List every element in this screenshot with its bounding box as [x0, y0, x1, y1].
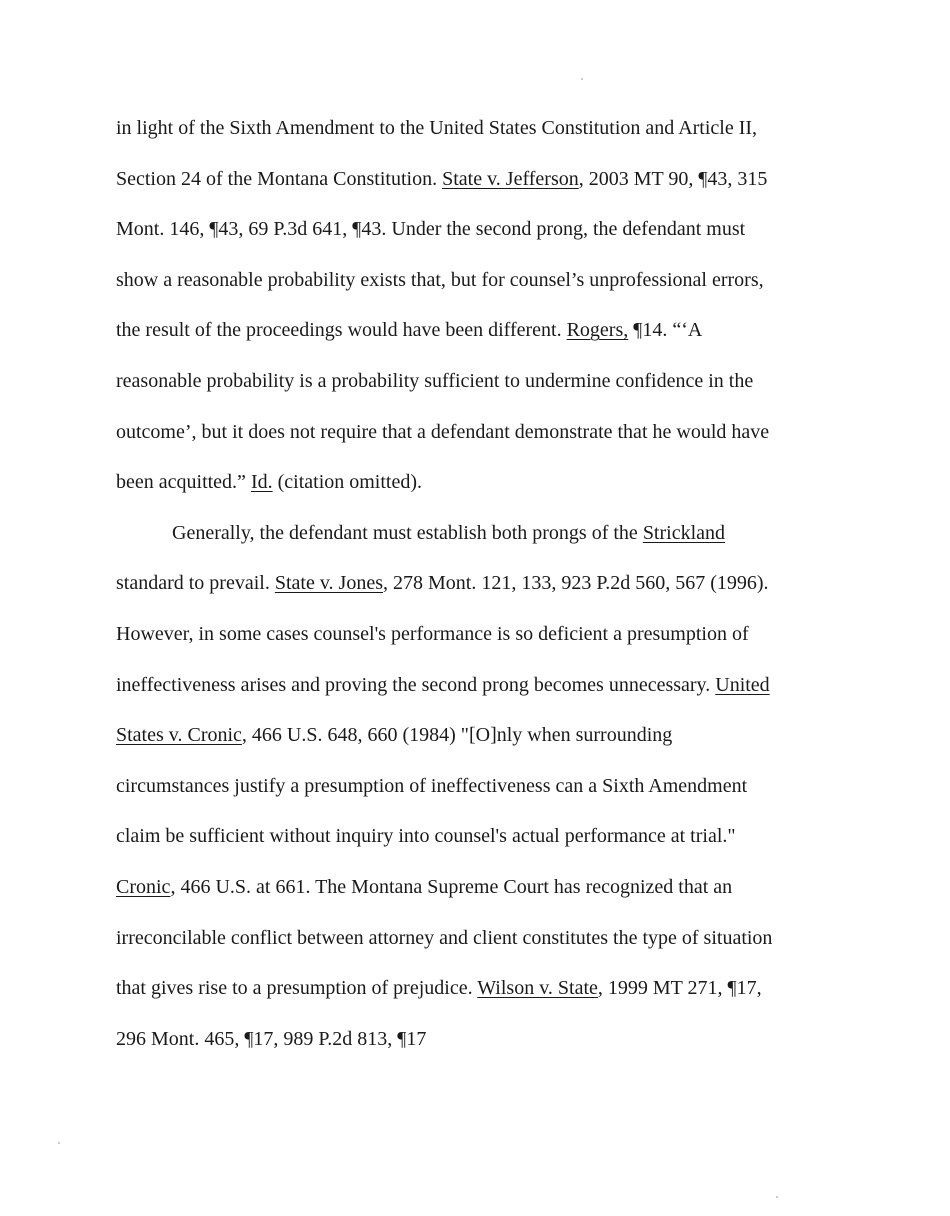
case-citation: Cronic [116, 876, 171, 898]
text-line [116, 1027, 426, 1051]
case-citation: State v. Jones [274, 572, 383, 594]
text-run: Mont. 146, ¶43, 69 P.3d 641, ¶43. Under the second prong, the defendant must [116, 218, 746, 240]
case-citation: Id. [250, 471, 273, 493]
text-line [116, 470, 422, 494]
text-run: that gives rise to a presumption of prejudice. [116, 977, 478, 999]
text-run: irreconcilable conflict between attorney and client constitutes the type of situation [116, 927, 773, 949]
text-run: (citation omitted). [272, 471, 423, 493]
text-run: However, in some cases counsel's performance is so deficient a presumption of [116, 623, 749, 645]
case-citation: Strickland [642, 522, 726, 544]
text-run: Section 24 of the Montana Constitution. [116, 168, 443, 190]
case-citation: Wilson v. State [477, 977, 598, 999]
text-line [116, 774, 747, 798]
text-line [116, 369, 753, 393]
text-run: outcome’, but it does not require that a defendant demonstrate that he would have [116, 421, 770, 443]
text-line [116, 217, 745, 241]
text-run: reasonable probability is a probability sufficient to undermine confidence in the [116, 370, 754, 392]
text-run: claim be sufficient without inquiry into counsel's actual performance at trial." [116, 825, 736, 847]
text-run: Generally, the defendant must establish both prongs of the [172, 522, 643, 544]
text-line [116, 976, 762, 1000]
scan-speck [776, 1196, 778, 1198]
text-line [172, 521, 725, 545]
scan-speck [581, 78, 583, 80]
text-line [116, 824, 736, 848]
text-run: ¶14. “‘A [628, 319, 703, 341]
text-run: , 466 U.S. at 661. The Montana Supreme Court has recognized that an [170, 876, 733, 898]
text-line [116, 723, 672, 747]
text-line [116, 167, 767, 191]
text-run: 296 Mont. 465, ¶17, 989 P.2d 813, ¶17 [116, 1028, 427, 1050]
scan-speck [58, 1142, 60, 1144]
case-citation: Rogers, [566, 319, 629, 341]
text-run: , 1999 MT 271, ¶17, [597, 977, 762, 999]
text-line [116, 673, 770, 697]
case-citation: State v. Jefferson [442, 168, 579, 190]
text-line [116, 875, 732, 899]
text-line [116, 420, 769, 444]
text-run: , 2003 MT 90, ¶43, 315 [578, 168, 768, 190]
text-run: , 466 U.S. 648, 660 (1984) "[O]nly when surrounding [241, 724, 673, 746]
case-citation: States v. Cronic [116, 724, 242, 746]
text-run: ineffectiveness arises and proving the second prong becomes unnecessary. [116, 674, 716, 696]
text-run: been acquitted.” [116, 471, 251, 493]
text-run: , 278 Mont. 121, 133, 923 P.2d 560, 567 (1996). [382, 572, 769, 594]
text-run: standard to prevail. [116, 572, 275, 594]
text-line [116, 926, 772, 950]
case-citation: United [715, 674, 770, 696]
text-run: circumstances justify a presumption of ineffectiveness can a Sixth Amendment [116, 775, 748, 797]
text-line [116, 622, 749, 646]
text-run: the result of the proceedings would have been different. [116, 319, 567, 341]
text-line [116, 268, 764, 292]
text-line [116, 318, 702, 342]
text-line [116, 116, 757, 140]
text-run: show a reasonable probability exists that, but for counsel’s unprofessional errors, [116, 269, 764, 291]
text-line [116, 571, 769, 595]
text-run: in light of the Sixth Amendment to the United States Constitution and Article II, [116, 117, 758, 139]
